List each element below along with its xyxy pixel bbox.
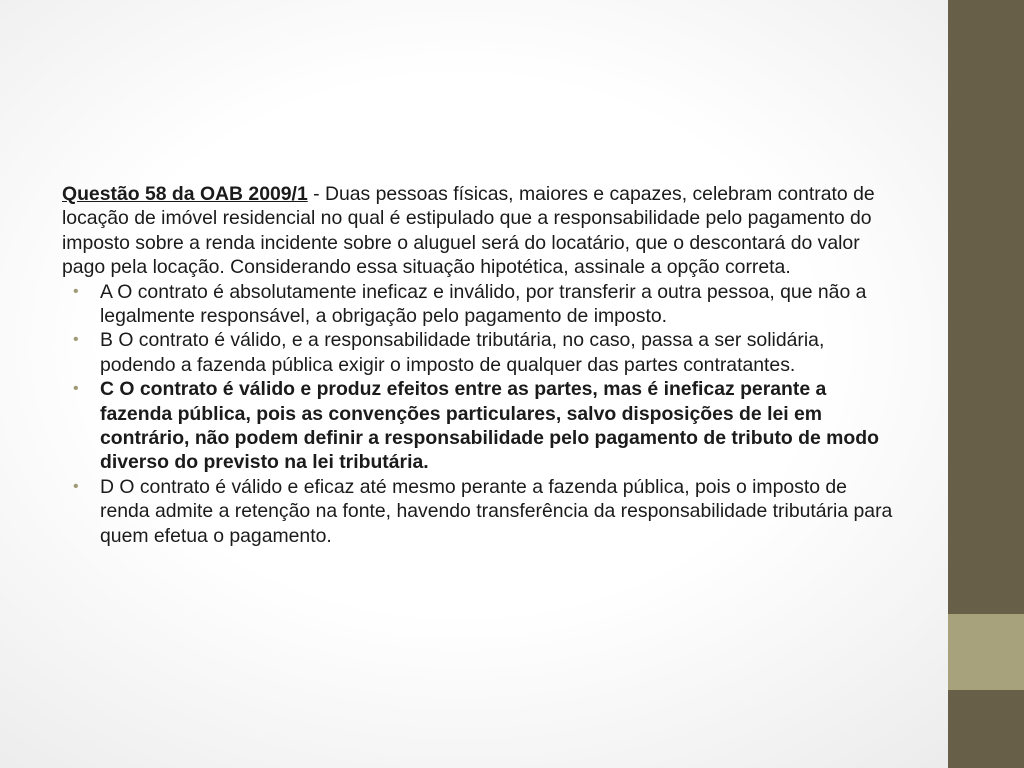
answer-option-d-text: D O contrato é válido e eficaz até mesmo perante a fazenda pública, pois o imposto de renda admite a retenção na fonte, havendo transferência da responsabilidade tributária para quem efetua o pagamento.: [100, 475, 893, 547]
question-title: Questão 58 da OAB 2009/1: [62, 183, 308, 205]
bullet-icon: •: [73, 380, 79, 398]
answer-options-list: [62, 280, 900, 548]
question-paragraph: [62, 182, 900, 280]
slide-content: [62, 182, 900, 548]
answer-option-a: [62, 280, 900, 329]
side-decoration-accent: [948, 614, 1024, 690]
answer-option-b-text: B O contrato é válido, e a responsabilidade tributária, no caso, passa a ser solidária, podendo a fazenda pública exigir o imposto de qualquer das partes contratantes.: [100, 329, 825, 376]
question-statement: - Duas pessoas físicas, maiores e capazes, celebram contrato de locação de imóvel residencial no qual é estipulado que a responsabilidade pelo pagamento do imposto sobre a renda incidente sobre o aluguel será do locatário, que o descontará do valor pago pela locação. Considerando essa situação hipotética, assinale a opção correta.: [62, 183, 875, 279]
bullet-icon: •: [73, 331, 79, 349]
answer-option-d: [62, 475, 900, 548]
answer-option-a-text: A O contrato é absolutamente ineficaz e inválido, por transferir a outra pessoa, que não a legalmente responsável, a obrigação pelo pagamento de imposto.: [100, 280, 867, 328]
bullet-icon: •: [73, 282, 79, 300]
answer-option-b: [62, 328, 900, 377]
bullet-icon: •: [73, 477, 79, 495]
answer-option-c-text: C O contrato é válido e produz efeitos entre as partes, mas é ineficaz perante a fazenda pública, pois as convenções particulares, salvo disposições de lei em contrário, não podem definir a responsabilidade pelo pagamento de tributo de modo diverso do previsto na lei tributária.: [100, 378, 879, 474]
answer-option-c: [62, 377, 900, 475]
